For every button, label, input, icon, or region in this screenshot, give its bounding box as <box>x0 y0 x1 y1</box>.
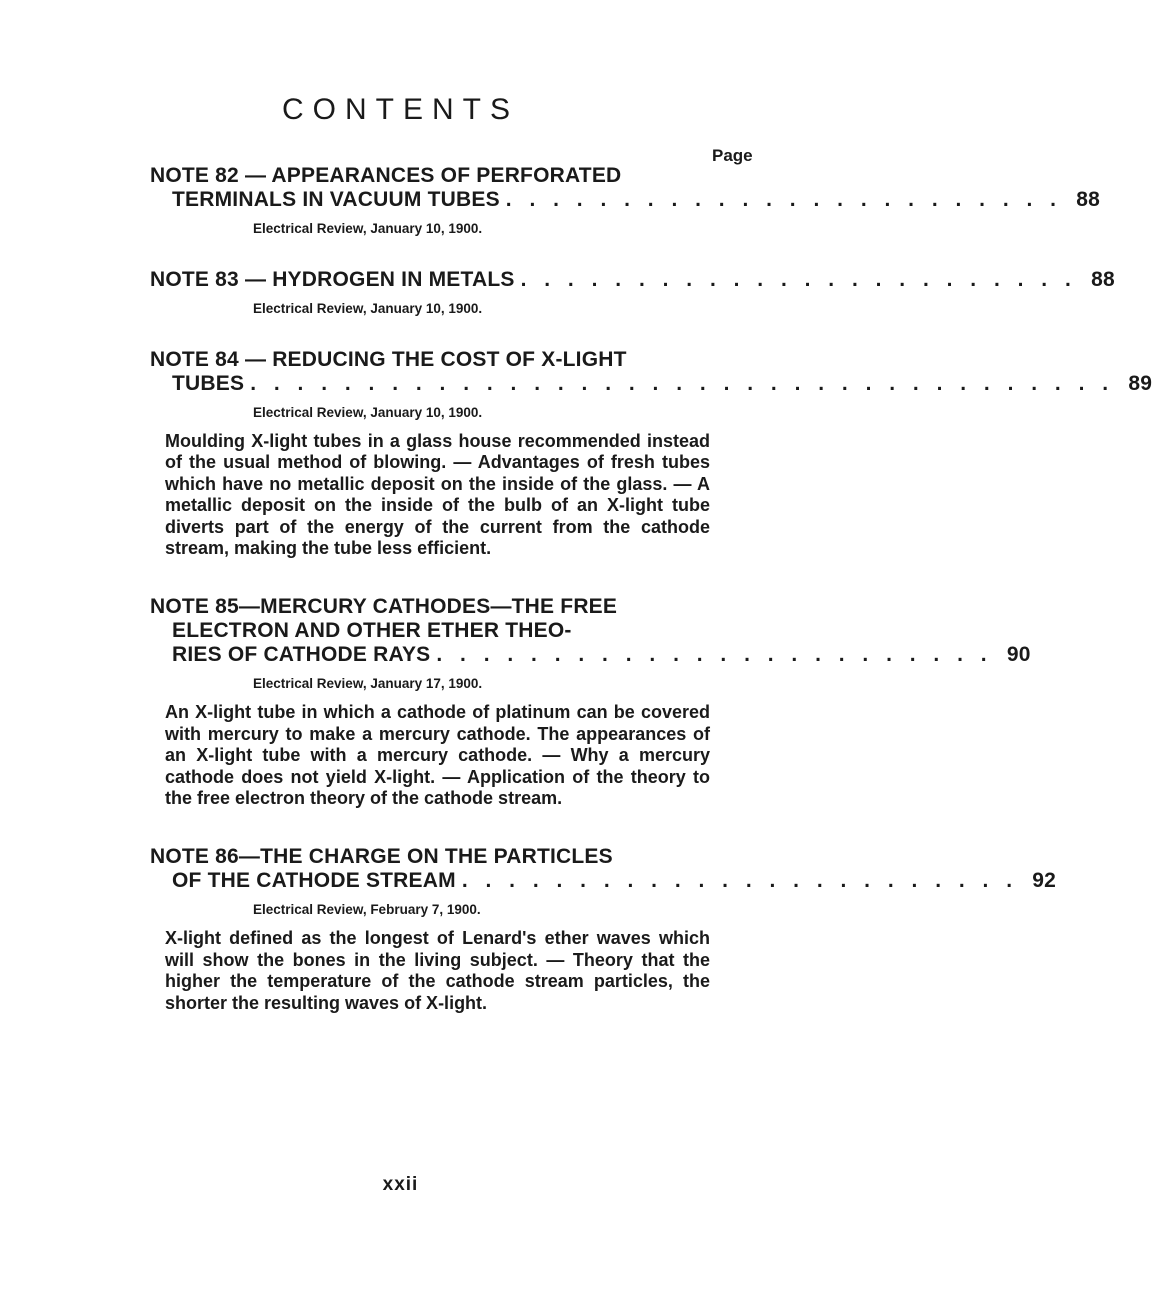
entry-heading-text: TERMINALS IN VACUUM TUBES <box>172 188 500 211</box>
dot-leader: . . . . . . . . . . . . . . . . . . . . . . . . <box>436 643 993 667</box>
toc-entry-note-83 <box>150 268 1115 318</box>
entry-heading: NOTE 84 — REDUCING THE COST OF X-LIGHT <box>150 348 627 371</box>
entry-description: An X-light tube in which a cathode of platinum can be covered with mercury to make a mercury cathode. The appearances of an X-light tube with a mercury cathode. — Why a mercury cathode does not yield X-light. — Application of the theory to the free electron theory of the cathode stream. <box>165 702 710 809</box>
page-column-label: Page <box>712 146 753 165</box>
page-number: 89 <box>1128 372 1152 395</box>
toc-entry-note-84 <box>150 348 1152 559</box>
dot-leader: . . . . . . . . . . . . . . . . . . . . . . . . . . . . . . . . . . . . . <box>250 372 1115 395</box>
entry-heading: NOTE 82 — APPEARANCES OF PERFORATED <box>150 164 622 187</box>
page-folio: xxii <box>382 1174 419 1195</box>
entry-heading-text: TUBES <box>172 372 245 395</box>
page-title: CONTENTS <box>282 93 519 126</box>
entry-source: Electrical Review, January 17, 1900. <box>253 676 483 692</box>
entry-source: Electrical Review, February 7, 1900. <box>253 902 481 918</box>
entry-heading: NOTE 86—THE CHARGE ON THE PARTICLES <box>150 845 613 869</box>
entry-source: Electrical Review, January 10, 1900. <box>253 221 483 236</box>
entry-source: Electrical Review, January 10, 1900. <box>253 405 483 420</box>
toc-entry-note-86 <box>150 845 1057 1014</box>
page-number: 92 <box>1032 869 1057 893</box>
entry-description: X-light defined as the longest of Lenard's ether waves which will show the bones in the living subject. — Theory that the higher the temperature of the cathode stream particles, the shorter the resulting waves of X-light. <box>165 928 710 1013</box>
entry-description: Moulding X-light tubes in a glass house recommended instead of the usual method of blowing. — Advantages of fresh tubes which have no metallic deposit on the inside of the glass. — A metallic deposit on the inside of the bulb of an X-light tube diverts part of the energy of the current from the cathode stream, making the tube less efficient. <box>165 431 710 559</box>
entry-heading <box>150 268 1115 292</box>
entry-heading-continued <box>150 188 1101 212</box>
entry-source: Electrical Review, January 10, 1900. <box>253 301 483 316</box>
table-of-contents <box>150 164 1152 1014</box>
page-number: 90 <box>1006 643 1031 667</box>
dot-leader: . . . . . . . . . . . . . . . . . . . . . . . . <box>505 188 1063 211</box>
entry-heading-continued <box>150 869 1057 893</box>
toc-entry-note-85 <box>150 595 1031 809</box>
entry-heading-text: OF THE CATHODE STREAM <box>172 869 456 893</box>
dot-leader: . . . . . . . . . . . . . . . . . . . . . . . . <box>520 268 1077 291</box>
toc-entry-note-82 <box>150 164 1101 238</box>
dot-leader: . . . . . . . . . . . . . . . . . . . . . . . . <box>461 869 1019 893</box>
entry-heading-text: NOTE 83 — HYDROGEN IN METALS <box>150 268 515 291</box>
entry-heading-continued <box>150 643 1031 667</box>
entry-heading-continued <box>150 372 1152 396</box>
entry-heading: NOTE 85—MERCURY CATHODES—THE FREE <box>150 595 618 619</box>
page-number: 88 <box>1091 268 1115 291</box>
entry-heading-continued: ELECTRON AND OTHER ETHER THEO- <box>172 619 572 643</box>
entry-heading-text: RIES OF CATHODE RAYS <box>172 643 431 667</box>
page-number: 88 <box>1076 188 1101 211</box>
